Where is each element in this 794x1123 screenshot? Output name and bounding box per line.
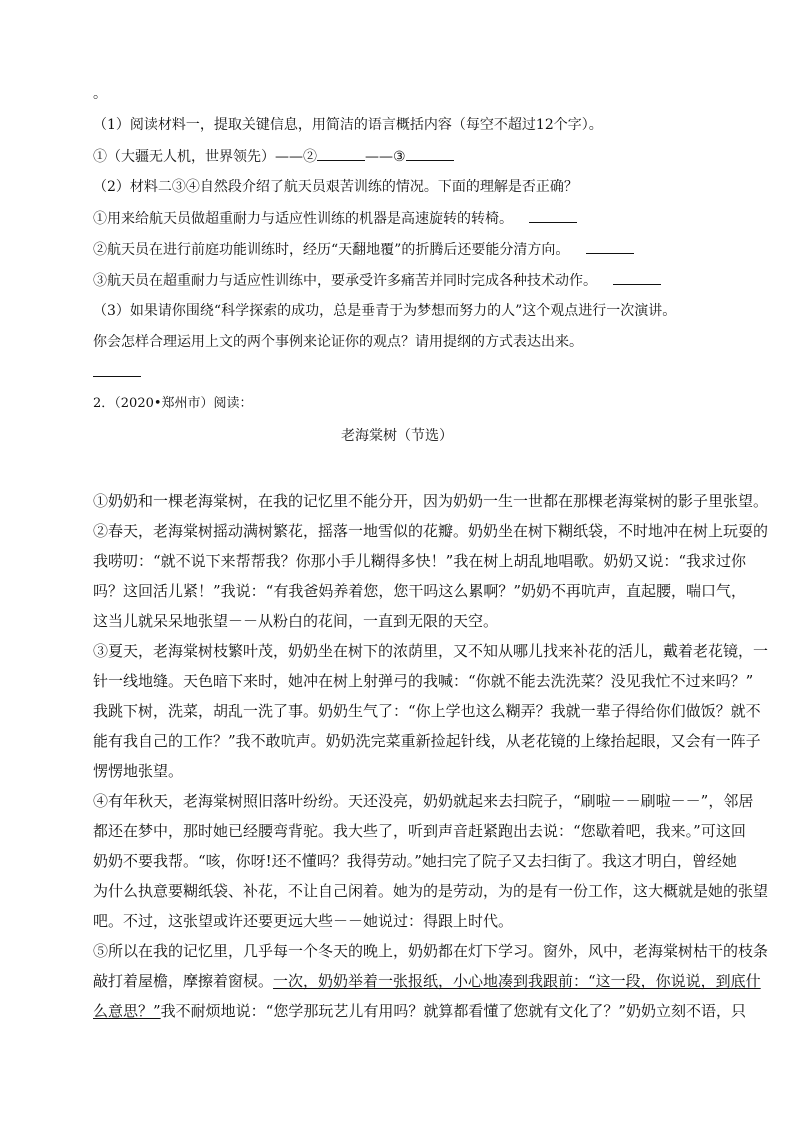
question-1-answer-line bbox=[93, 146, 454, 167]
paragraph-line: ①奶奶和一棵老海棠树，在我的记忆里不能分开，因为奶奶一生一世都在那棵老海棠树的影子里张望。 bbox=[93, 492, 769, 510]
paragraph-line: 针一线地缝。天色暗下来时，她冲在树上射弹弓的我喊：“你就不能去洗洗菜？没见我忙不过来吗？” bbox=[93, 672, 754, 690]
answer-blank-3[interactable] bbox=[406, 146, 454, 161]
paragraph-line: 我跳下树，洗菜，胡乱一洗了事。奶奶生气了：“你上学也这么糊弄？我就一辈子得给你们做饭？就不 bbox=[93, 702, 761, 720]
question-2-item-3: ③航天员在超重耐力与适应性训练中，要承受许多痛苦并同时完成各种技术动作。 bbox=[93, 270, 661, 291]
question-2-item-2: ②航天员在进行前庭功能训练时，经历“天翻地覆”的折腾后还要能分清方向。 bbox=[93, 239, 634, 260]
paragraph-line: 奶奶不要我帮。“咳，你呀!还不懂吗？我得劳动。”她扫完了院子又去扫街了。我这才明白，曾经她 bbox=[93, 852, 737, 870]
paragraph-line: 能有我自己的工作？”我不敢吭声。奶奶洗完菜重新捡起针线，从老花镜的上缘抬起眼，又会有一阵子 bbox=[93, 732, 761, 750]
judge-blank-3[interactable] bbox=[613, 270, 661, 285]
paragraph-line: ③夏天，老海棠树枝繁叶茂，奶奶坐在树下的浓荫里，又不知从哪儿找来补花的活儿，戴着老花镜，一 bbox=[93, 642, 769, 660]
question-3-line-2: 你会怎样合理运用上文的两个事例来论证你的观点？请用提纲的方式表达出来。 bbox=[93, 334, 583, 350]
answer-prefix: ①（大疆无人机，世界领先）——② bbox=[93, 149, 317, 165]
paragraph-line: 愣愣地张望。 bbox=[93, 762, 184, 780]
article-title: 老海棠树（节选） bbox=[341, 428, 453, 444]
paragraph-line: 吗？这回活儿紧！”我说：“有我爸妈养着您，您干吗这么累啊？”奶奶不再吭声，直起腰，喘口气， bbox=[93, 582, 747, 600]
answer-blank-outline[interactable] bbox=[93, 362, 141, 377]
question-3-answer-line bbox=[93, 362, 141, 383]
judge-blank-2[interactable] bbox=[586, 239, 634, 254]
answer-middle: ——③ bbox=[365, 149, 406, 165]
underlined-sentence: 一次，奶奶举着一张报纸，小心地凑到我跟前：“这一段，你说说，到底什 bbox=[273, 972, 761, 990]
paragraph-line: 我唠叨：“就不说下来帮帮我？你那小手儿糊得多快！”我在树上胡乱地唱歌。奶奶又说：“我求过你 bbox=[93, 552, 747, 570]
paragraph-line-with-underline: 么意思？”我不耐烦地说：“您学那玩艺儿有用吗？就算都看懂了您就有文化了？”奶奶立刻不语，只 bbox=[93, 1002, 747, 1020]
judge-blank-1[interactable] bbox=[529, 208, 577, 223]
question-heading-2: 2．（2020•郑州市）阅读： bbox=[93, 396, 253, 411]
paragraph-line: ②春天，老海棠树摇动满树繁花，摇落一地雪似的花瓣。奶奶坐在树下糊纸袋，不时地冲在树上玩耍的 bbox=[93, 522, 769, 540]
paragraph-line: ④有年秋天，老海棠树照旧落叶纷纷。天还没亮，奶奶就起来去扫院子，“刷啦－－刷啦－－”，邻居 bbox=[93, 792, 754, 810]
question-1: （1）阅读材料一，提取关键信息，用简洁的语言概括内容（每空不超过12个字）。 bbox=[93, 117, 603, 133]
paragraph-line: 这当儿就呆呆地张望－－从粉白的花间，一直到无限的天空。 bbox=[93, 612, 499, 630]
answer-blank-2[interactable] bbox=[317, 146, 365, 161]
question-2: （2）材料二③④自然段介绍了航天员艰苦训练的情况。下面的理解是否正确？ bbox=[93, 179, 578, 195]
paragraph-line: 为什么执意要糊纸袋、补花，不让自己闲着。她为的是劳动，为的是有一份工作，这大概就是她的张望 bbox=[93, 882, 769, 900]
leading-punctuation: 。 bbox=[93, 86, 107, 102]
paragraph-line: ⑤所以在我的记忆里，几乎每一个冬天的晚上，奶奶都在灯下学习。窗外，风中，老海棠树枯干的枝条 bbox=[93, 942, 769, 960]
paragraph-line: 吧。不过，这张望或许还要更远大些－－她说过：得跟上时代。 bbox=[93, 912, 514, 930]
underlined-sentence-end: 么意思？” bbox=[93, 1002, 161, 1020]
question-3-line-1: （3）如果请你围绕“科学探索的成功，总是垂青于为梦想而努力的人”这个观点进行一次演讲。 bbox=[93, 303, 677, 319]
paragraph-line: 都还在梦中，那时她已经腰弯背驼。我大些了，听到声音赶紧跑出去说：“您歇着吧，我来。”可这回 bbox=[93, 822, 746, 840]
question-2-item-1: ①用来给航天员做超重耐力与适应性训练的机器是高速旋转的转椅。 bbox=[93, 208, 577, 229]
paragraph-line-with-underline: 敲打着屋檐，摩擦着窗棂。一次，奶奶举着一张报纸，小心地凑到我跟前：“这一段，你说说，到底什 bbox=[93, 972, 761, 990]
